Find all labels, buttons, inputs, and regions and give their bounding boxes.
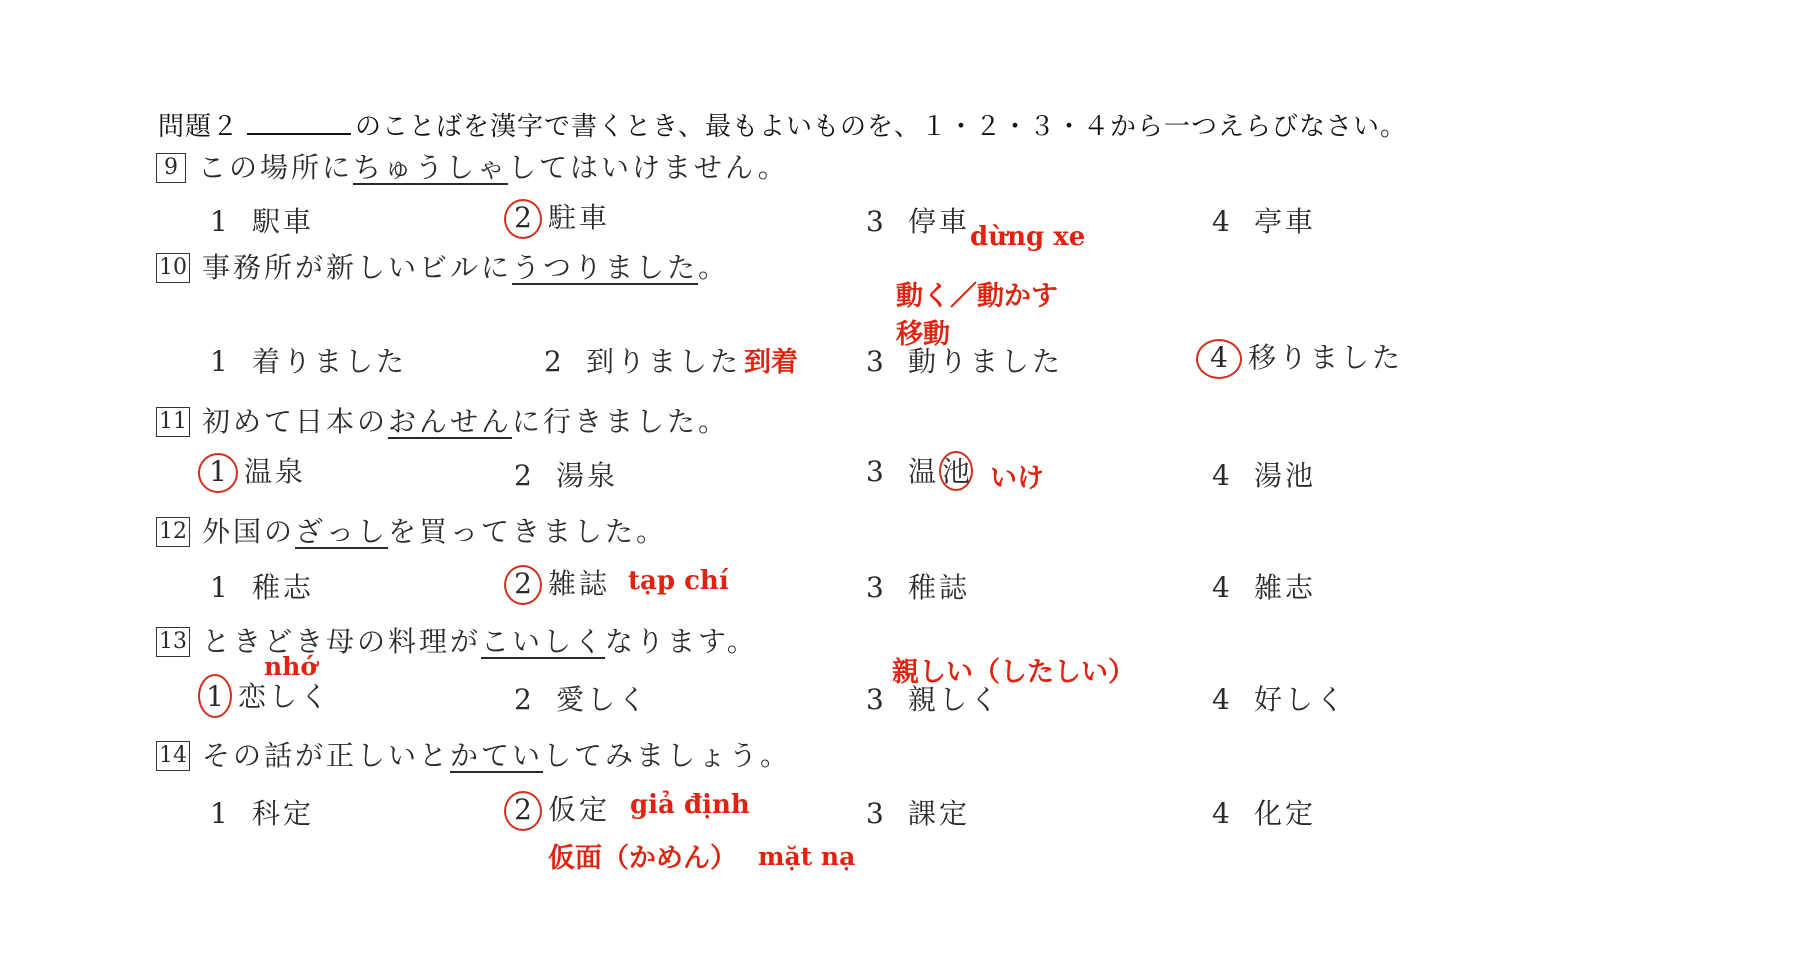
option-number: 2: [514, 459, 535, 492]
q12-option-1: [210, 566, 314, 606]
q9-option-3: [866, 200, 970, 240]
option-number: 1: [210, 797, 231, 830]
option-text: 着りました: [252, 345, 408, 378]
underlined-word: ざっし: [295, 515, 389, 548]
option-text: 愛しく: [556, 683, 650, 716]
question-text-end: してみましょう。: [543, 739, 792, 772]
option-number: 3: [866, 455, 887, 488]
option-number: 3: [866, 797, 887, 830]
q10-annotation-verbs: 動く／動かす: [896, 281, 1058, 312]
option-number: 3: [866, 571, 887, 604]
q9-option-1: [210, 200, 314, 240]
option-number: 1: [210, 345, 231, 378]
option-number: 4: [1212, 205, 1233, 238]
underlined-word: おんせん: [388, 405, 513, 438]
question-12: [156, 510, 667, 550]
question-text: 外国の: [202, 515, 296, 548]
circled-kanji-ike: 池: [939, 451, 973, 491]
option-number: 4: [1212, 571, 1233, 604]
q10-option-1: [210, 340, 407, 380]
option-number: 1: [210, 205, 231, 238]
option-text: 稚誌: [908, 571, 971, 604]
q13-option-4: [1212, 678, 1347, 718]
q10-annotation-idou: 移動: [896, 319, 950, 350]
question-text: ときどき母の料理が: [202, 625, 482, 658]
option-text: 亭車: [1254, 205, 1317, 238]
underline-blank: [247, 115, 351, 135]
problem-instructions: のことばを漢字で書くとき、最もよいものを、１・２・３・４から一つえらびなさい。: [355, 112, 1407, 142]
option-text: 温泉: [244, 455, 307, 488]
question-number-box: 10: [156, 253, 190, 283]
circled-answer-number: 2: [504, 565, 542, 605]
question-text-end: なります。: [605, 625, 758, 658]
option-text: 親しく: [908, 683, 1002, 716]
option-text: 移りました: [1248, 341, 1404, 374]
circled-answer-number: 4: [1196, 339, 1242, 379]
q11-option-4: [1212, 454, 1316, 494]
option-number: 3: [866, 345, 887, 378]
underlined-word: かてい: [450, 739, 544, 772]
option-text: 好しく: [1254, 683, 1348, 716]
q12-option-3: [866, 566, 970, 606]
option-number: 2: [544, 345, 565, 378]
problem-heading: [158, 106, 1407, 143]
option-text: 恋しく: [238, 680, 332, 713]
option-number: 4: [1212, 459, 1233, 492]
option-text: 雑志: [1254, 571, 1317, 604]
option-number: 1: [210, 571, 231, 604]
q14-annotation-kamen: 仮面（かめん）: [548, 843, 737, 874]
option-number: 4: [1212, 683, 1233, 716]
question-14: [156, 734, 791, 774]
underlined-word: こいしく: [481, 625, 606, 658]
option-text: 動りました: [908, 345, 1064, 378]
circled-answer-number: 2: [504, 791, 542, 831]
question-text-end: を買ってきました。: [388, 515, 668, 548]
underlined-word: うつりました: [512, 251, 699, 284]
q14-annotation-gia-dinh: giả định: [630, 790, 750, 820]
underlined-word: ちゅうしゃ: [353, 151, 509, 184]
q10-option-2: [544, 340, 741, 380]
option-text: 湯池: [1254, 459, 1317, 492]
q9-option-2: [504, 196, 610, 239]
question-9: [156, 146, 789, 186]
q9-annotation: dừng xe: [970, 222, 1086, 252]
option-number: 4: [1212, 797, 1233, 830]
option-text: 化定: [1254, 797, 1317, 830]
question-13: [156, 620, 758, 660]
q10-option-3: [866, 340, 1063, 380]
q12-option-2: [504, 562, 610, 605]
question-text: 事務所が新しいビルに: [202, 251, 513, 284]
option-text: 課定: [908, 797, 971, 830]
q11-option-1: [198, 450, 306, 493]
option-text: 駅車: [252, 205, 315, 238]
question-number-box: 14: [156, 741, 190, 771]
q14-annotation-mat-na: mặt nạ: [758, 842, 856, 871]
q14-option-3: [866, 792, 970, 832]
circled-answer-number: 1: [198, 674, 232, 718]
q12-option-4: [1212, 566, 1316, 606]
question-text: 初めて日本の: [202, 405, 389, 438]
q14-option-4: [1212, 792, 1316, 832]
question-text-end: 。: [698, 251, 730, 284]
q11-option-3: [866, 450, 973, 491]
question-text: この場所に: [198, 151, 354, 184]
q13-option-2: [514, 678, 649, 718]
q14-option-1: [210, 792, 314, 832]
question-text: その話が正しいと: [202, 739, 451, 772]
option-number: 2: [514, 683, 535, 716]
option-text: 仮定: [548, 793, 611, 826]
question-number-box: 13: [156, 627, 190, 657]
option-number: 3: [866, 205, 887, 238]
question-text-end: してはいけません。: [508, 151, 789, 184]
q14-option-2: [504, 788, 610, 831]
question-number-box: 12: [156, 517, 190, 547]
option-text: 駐車: [548, 201, 611, 234]
circled-answer-number: 1: [198, 453, 238, 493]
problem-number: 問題２: [158, 112, 240, 142]
q10-option-4: [1196, 336, 1403, 379]
option-text: 稚志: [252, 571, 315, 604]
option-number: 3: [866, 683, 887, 716]
q13-option-1: [198, 674, 331, 718]
question-11: [156, 400, 729, 440]
question-10: [156, 246, 729, 286]
question-number-box: 11: [156, 407, 190, 437]
option-text: 雑誌: [548, 567, 611, 600]
option-text: 到りました: [586, 345, 742, 378]
q13-annotation-nho: nhớ: [264, 652, 318, 681]
q10-annotation-touchaku: 到着: [744, 347, 798, 378]
option-text: 科定: [252, 797, 315, 830]
q11-option-2: [514, 454, 618, 494]
q11-annotation: いけ: [990, 463, 1044, 494]
q13-annotation-shitashii: 親しい（したしい）: [892, 657, 1135, 688]
option-text: 温: [908, 455, 940, 488]
question-text-end: に行きました。: [512, 405, 730, 438]
option-text: 湯泉: [556, 459, 619, 492]
q9-option-4: [1212, 200, 1316, 240]
q13-option-3: [866, 678, 1001, 718]
q12-annotation: tạp chí: [628, 566, 729, 596]
circled-answer-number: 2: [504, 199, 542, 239]
question-number-box: 9: [156, 153, 186, 183]
option-text: 停車: [908, 205, 971, 238]
